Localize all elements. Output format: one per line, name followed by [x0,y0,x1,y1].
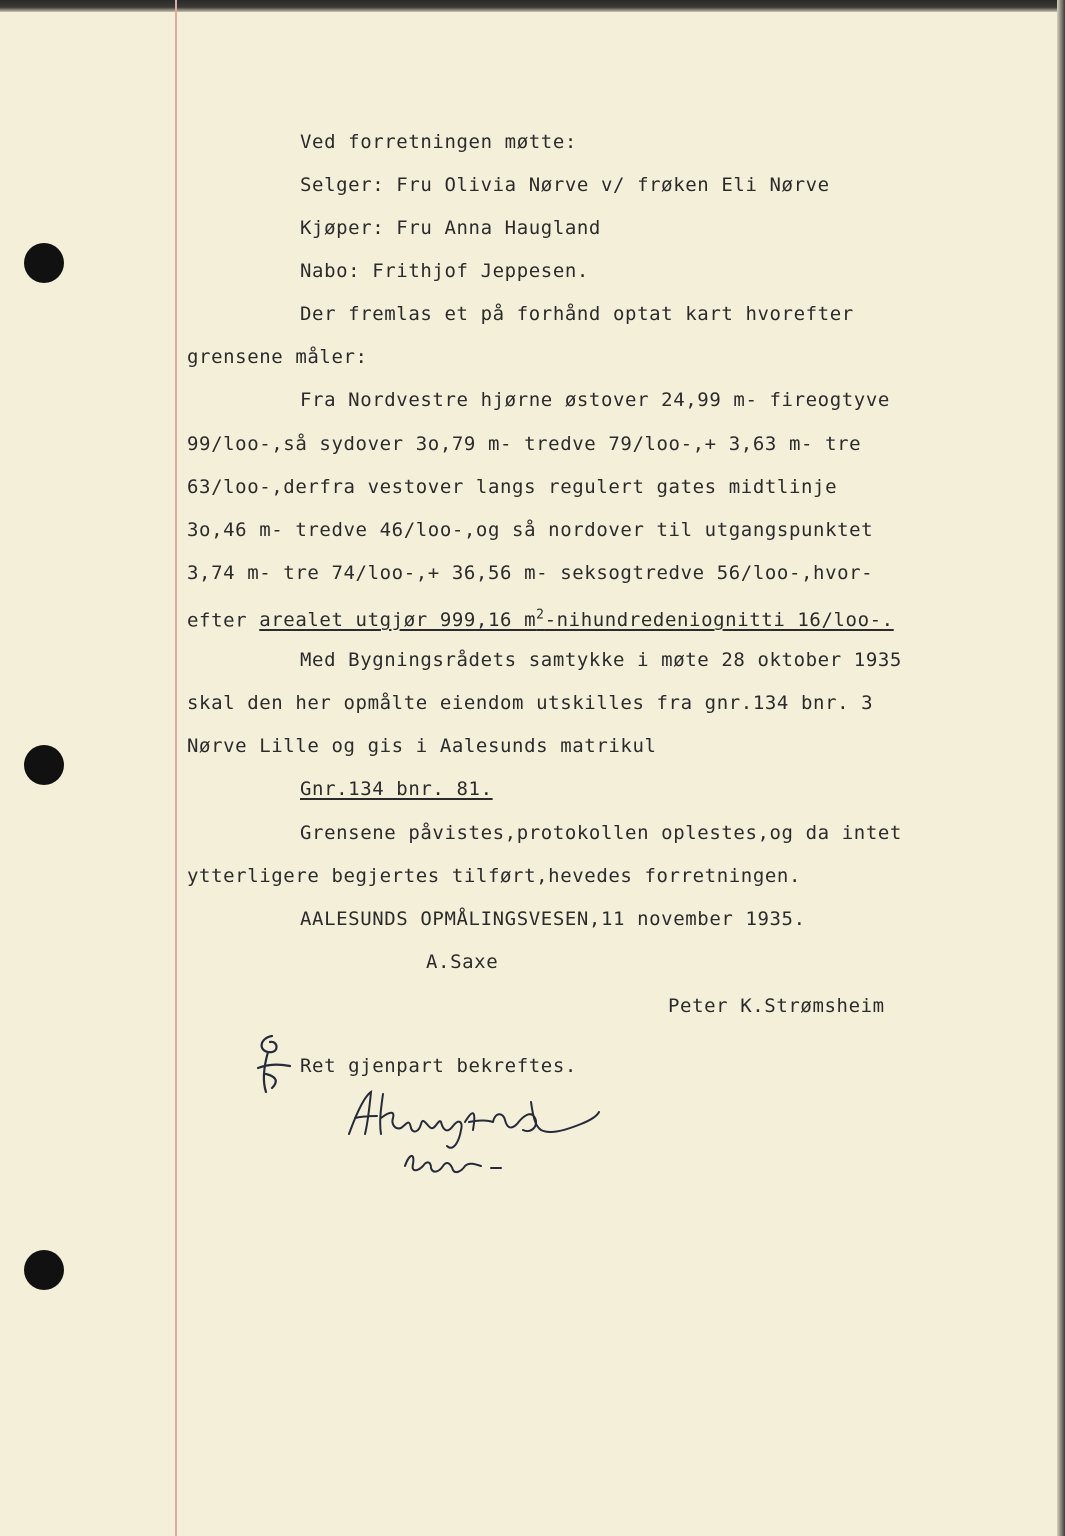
margin-rule [175,0,177,1536]
punch-hole-middle [24,745,64,785]
text-line: Grensene påvistes,protokollen oplestes,og da intet [300,822,902,844]
text-line: Med Bygningsrådets samtykke i møte 28 oktober 1935 [300,649,902,671]
area-line-underlined-text: arealet utgjør 999,16 m [259,609,537,632]
text-line: grensene måler: [187,346,368,368]
area-line-underlined [259,609,893,631]
text-line: Nabo: Frithjof Jeppesen. [300,260,589,282]
text-line: Ved forretningen møtte: [300,131,577,153]
text-line: Kjøper: Fru Anna Haugland [300,217,601,239]
text-line: Fra Nordvestre hjørne østover 24,99 m- fireogtyve [300,389,890,411]
text-line: skal den her opmålte eiendom utskilles fra gnr.134 bnr. 3 [187,692,874,714]
gnr-line: Gnr.134 bnr. 81. [300,778,493,800]
text-line: 3,74 m- tre 74/loo-,+ 36,56 m- seksogtredve 56/loo-,hvor- [187,562,874,584]
text-line: 3o,46 m- tredve 46/loo-,og så nordover til utgangspunktet [187,519,874,541]
punch-hole-top [24,243,64,283]
signer-name: A.Saxe [426,951,499,973]
area-superscript: 2 [536,608,545,623]
handwritten-signature-icon [335,1082,615,1182]
text-line: Nørve Lille og gis i Aalesunds matrikul [187,735,657,757]
text-line: 99/loo-,så sydover 3o,79 m- tredve 79/loo-,+ 3,63 m- tre [187,433,862,455]
text-line: Der fremlas et på forhånd optat kart hvorefter [300,303,854,325]
text-line: 63/loo-,derfra vestover langs regulert gates midtlinje [187,476,838,498]
signer-name: Peter K.Strømsheim [668,995,885,1017]
text-line: ytterligere begjertes tilført,hevedes forretningen. [187,865,801,887]
scan-right-edge [1057,0,1065,1536]
area-line-prefix: efter [187,609,260,632]
punch-hole-bottom [24,1250,64,1290]
scan-top-edge [0,0,1065,12]
handwritten-mark-icon [250,1030,300,1100]
text-line: AALESUNDS OPMÅLINGSVESEN,11 november 1935. [300,908,806,930]
certification-line: Ret gjenpart bekreftes. [300,1055,577,1077]
area-line-rest: -nihundredeniognitti 16/loo-. [544,609,894,632]
area-line [187,604,894,632]
text-line: Selger: Fru Olivia Nørve v/ frøken Eli Nørve [300,174,830,196]
